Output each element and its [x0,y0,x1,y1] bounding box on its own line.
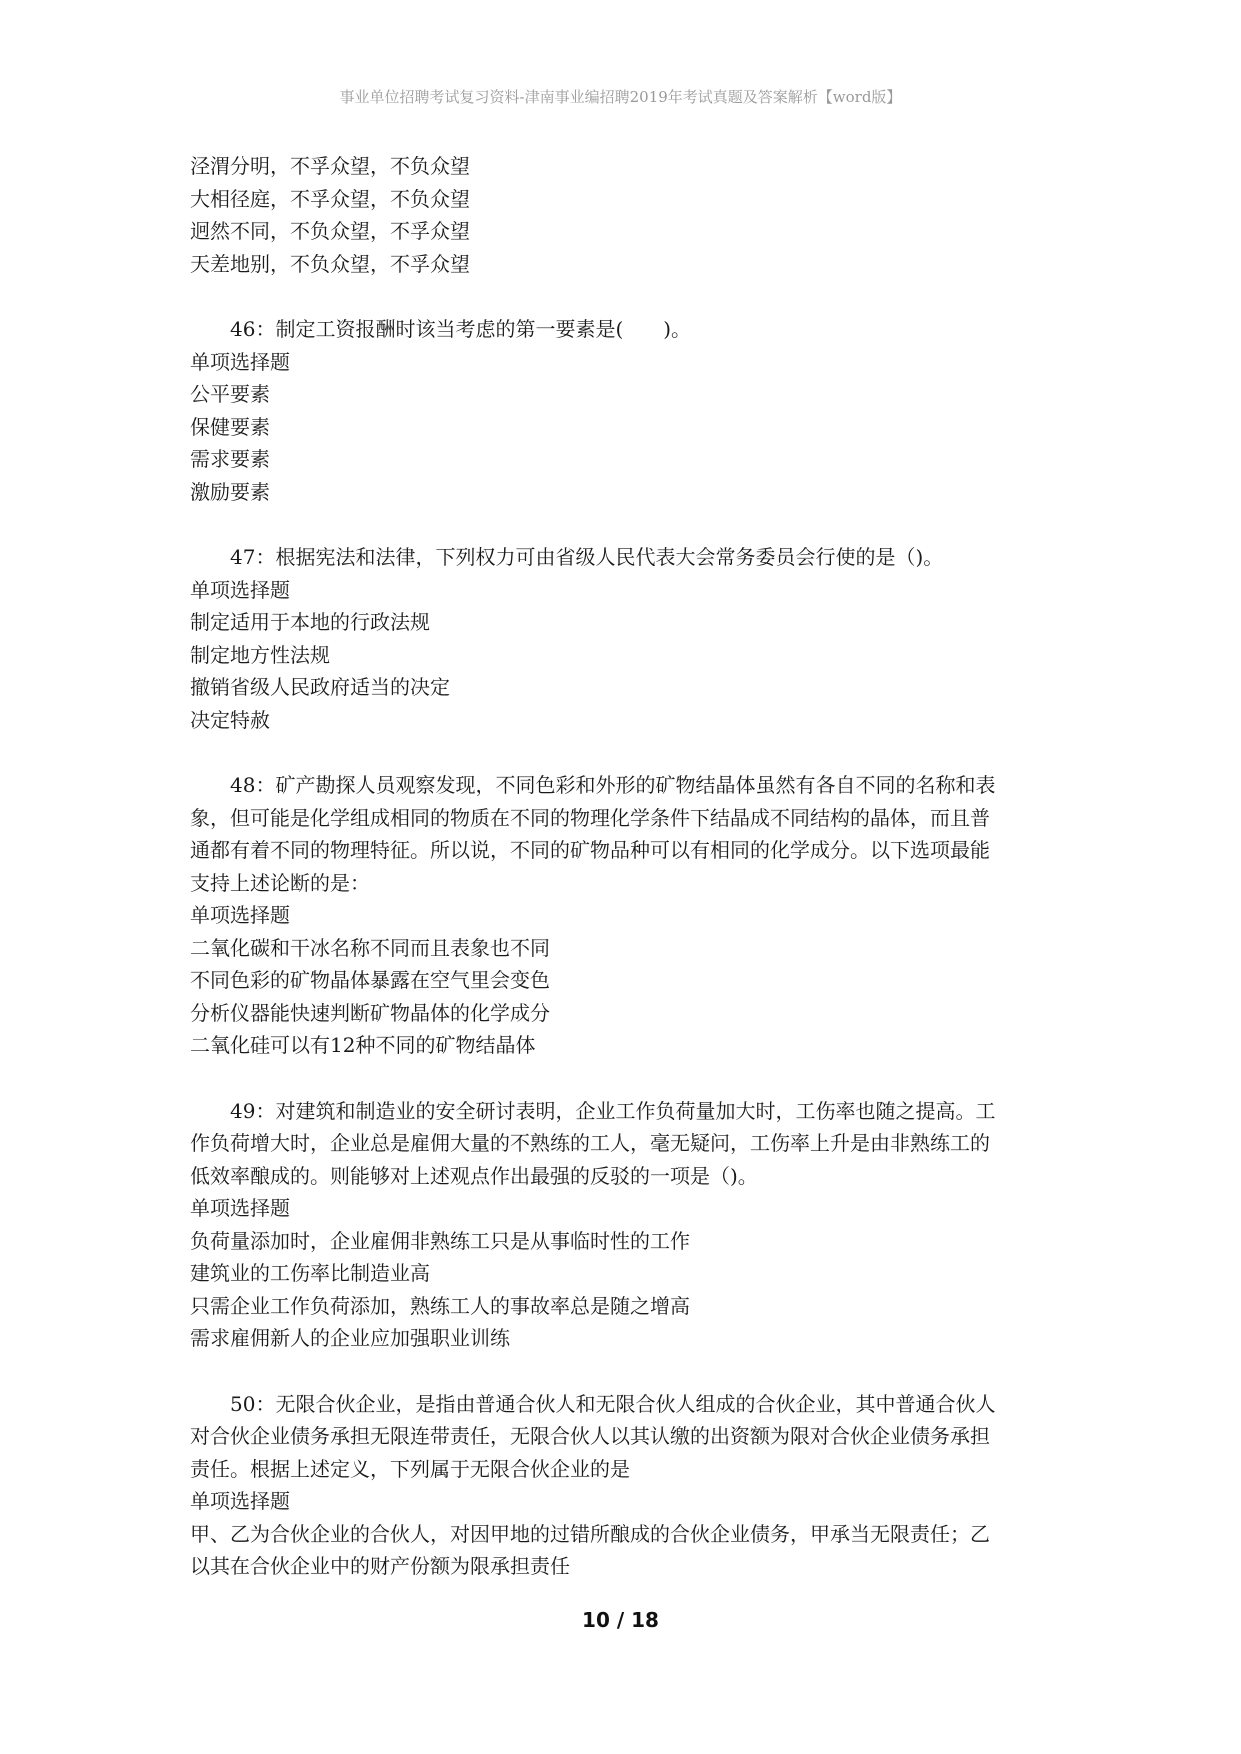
question-47 [190,541,1060,736]
question-type: 单项选择题 [190,577,290,602]
option-line: 甲、乙为合伙企业的合伙人，对因甲地的过错所酿成的合伙企业债务，甲承当无限责任；乙 [190,1521,990,1546]
question-type: 单项选择题 [190,903,290,927]
question-stem: 46：制定工资报酬时该当考虑的第一要素是( )。 [230,317,692,341]
option-line: 二氧化硅可以有12种不同的矿物结晶体 [190,1033,536,1057]
lead-options [190,150,1060,280]
option-line: 以其在合伙企业中的财产份额为限承担责任 [190,1554,570,1578]
option-line: 撤销省级人民政府适当的决定 [190,675,450,699]
page-number: 10 / 18 [582,1608,659,1632]
question-stem-line: 49：对建筑和制造业的安全研讨表明，企业工作负荷量加大时，工伤率也随之提高。工 [230,1098,996,1123]
option-line: 建筑业的工伤率比制造业高 [190,1261,430,1285]
question-stem-line: 责任。根据上述定义，下列属于无限合伙企业的是 [190,1456,630,1481]
question-46 [190,313,1060,508]
option-line: 需求要素 [190,447,270,471]
question-stem-line: 50：无限合伙企业，是指由普通合伙人和无限合伙人组成的合伙企业，其中普通合伙人 [230,1391,996,1416]
document-body [190,150,1060,1583]
question-type: 单项选择题 [190,1489,290,1513]
option-line: 只需企业工作负荷添加，熟练工人的事故率总是随之增高 [190,1293,690,1318]
question-stem-line: 48：矿产勘探人员观察发现，不同色彩和外形的矿物结晶体虽然有各自不同的名称和表 [230,773,996,797]
option-line: 激励要素 [190,479,270,504]
option-line: 迥然不同，不负众望，不孚众望 [190,219,470,243]
question-stem-line: 通都有着不同的物理特征。所以说，不同的矿物品种可以有相同的化学成分。以下选项最能 [190,838,990,862]
option-line: 决定特赦 [190,707,270,732]
question-49 [190,1095,1060,1355]
option-line: 不同色彩的矿物晶体暴露在空气里会变色 [190,968,550,992]
option-line: 二氧化碳和干冰名称不同而且表象也不同 [190,935,550,960]
option-line: 大相径庭，不孚众望，不负众望 [190,186,470,211]
option-line: 保健要素 [190,414,270,439]
question-48 [190,769,1060,1062]
option-line: 公平要素 [190,382,270,406]
option-line: 需求雇佣新人的企业应加强职业训练 [190,1326,510,1350]
question-stem-line: 对合伙企业债务承担无限连带责任，无限合伙人以其认缴的出资额为限对合伙企业债务承担 [190,1424,990,1448]
question-stem-line: 作负荷增大时，企业总是雇佣大量的不熟练的工人，毫无疑问，工伤率上升是由非熟练工的 [190,1131,990,1155]
question-50 [190,1388,1060,1583]
question-stem-line: 低效率酿成的。则能够对上述观点作出最强的反驳的一项是（)。 [190,1163,758,1188]
question-stem: 47：根据宪法和法律，下列权力可由省级人民代表大会常务委员会行使的是（)。 [230,545,944,569]
option-line: 分析仪器能快速判断矿物晶体的化学成分 [190,1000,550,1025]
question-type: 单项选择题 [190,1196,290,1220]
option-line: 泾渭分明，不孚众望，不负众望 [190,154,470,178]
question-type: 单项选择题 [190,349,290,374]
question-stem-line: 支持上述论断的是： [190,870,370,895]
page-header-title: 事业单位招聘考试复习资料-津南事业编招聘2019年考试真题及答案解析【word版】 [339,88,902,106]
option-line: 制定适用于本地的行政法规 [190,610,430,634]
option-line: 制定地方性法规 [190,642,330,667]
option-line: 负荷量添加时，企业雇佣非熟练工只是从事临时性的工作 [190,1228,690,1253]
option-line: 天差地别，不负众望，不孚众望 [190,251,470,276]
question-stem-line: 象，但可能是化学组成相同的物质在不同的物理化学条件下结晶成不同结构的晶体，而且普 [190,805,990,830]
